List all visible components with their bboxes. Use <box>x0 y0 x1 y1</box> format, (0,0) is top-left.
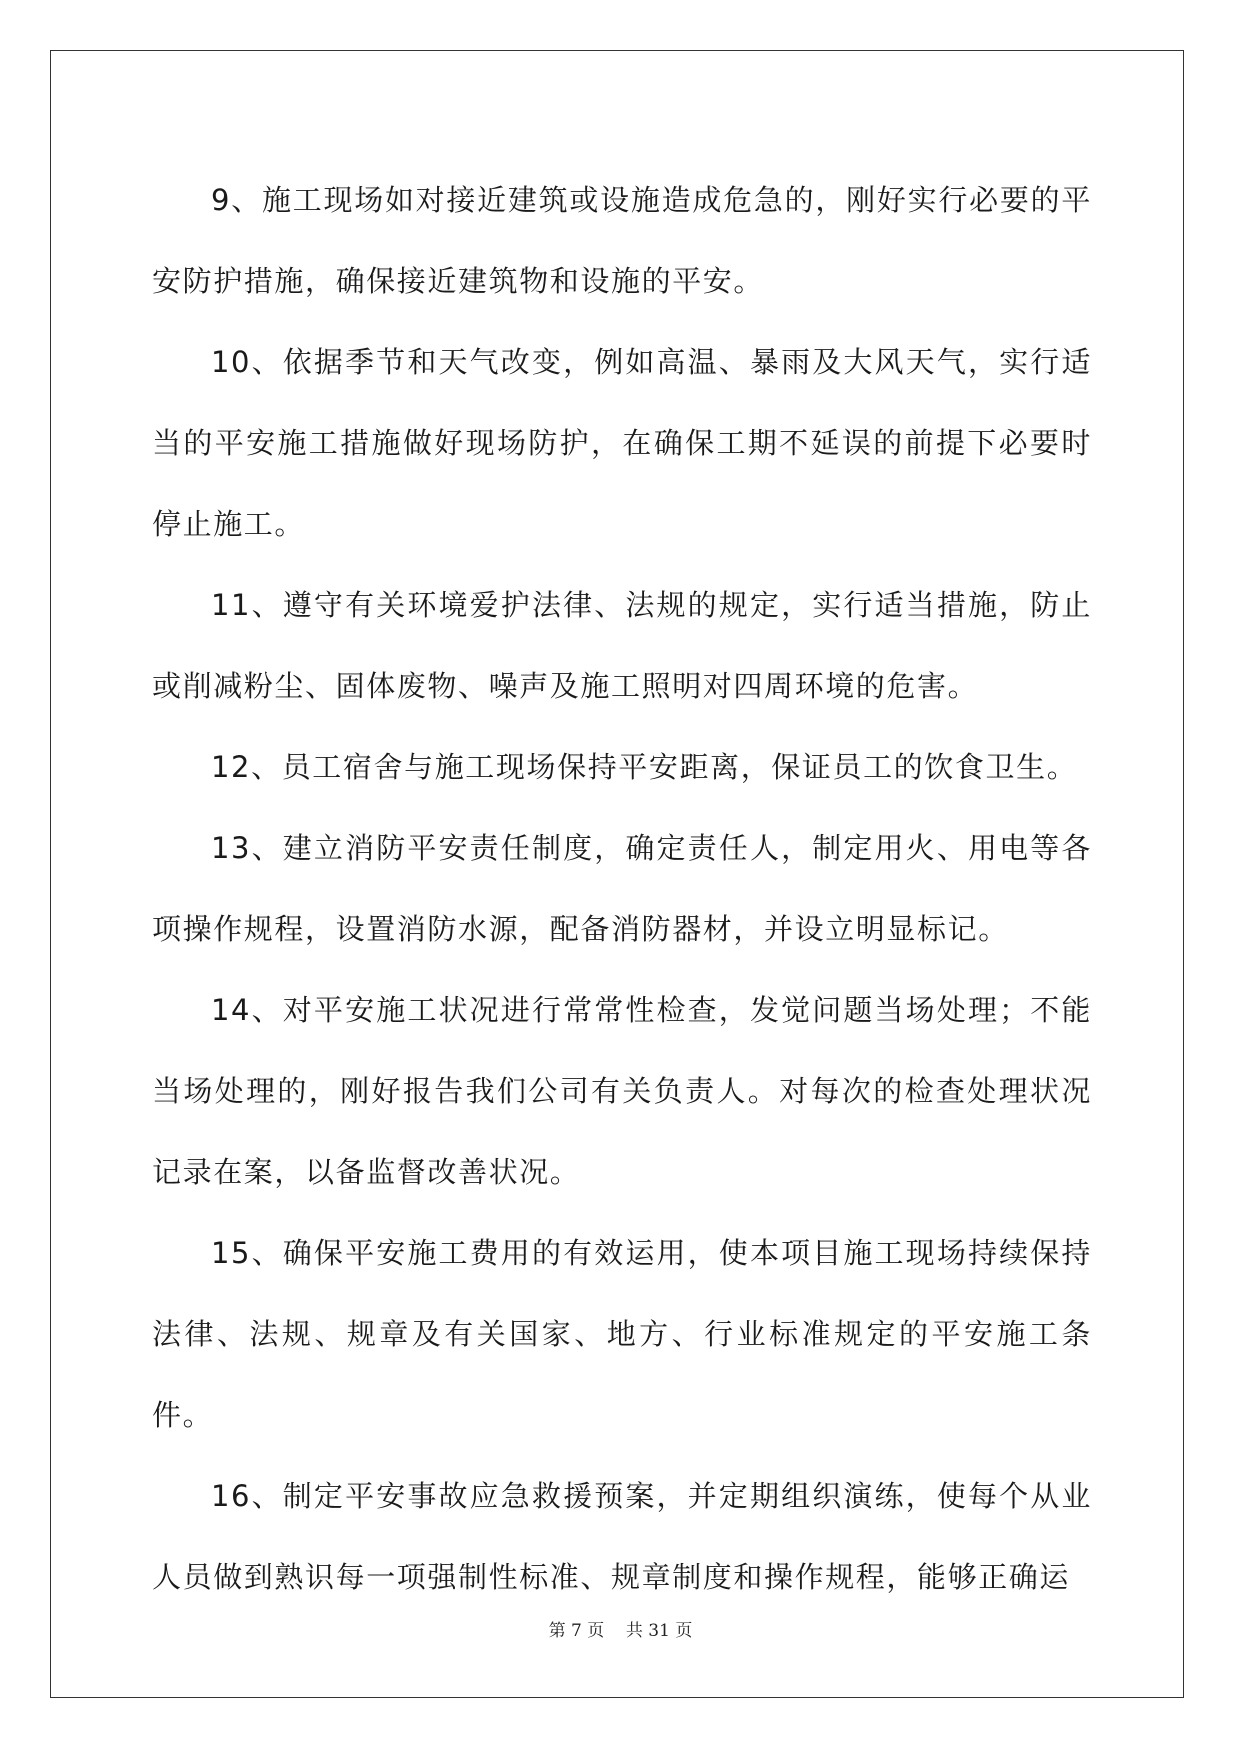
paragraph-13: 13、建立消防平安责任制度，确定责任人，制定用火、用电等各项操作规程，设置消防水源，配备消防器材，并设立明显标记。 <box>152 831 1092 946</box>
paragraph-14: 14、对平安施工状况进行常常性检查，发觉问题当场处理；不能当场处理的，刚好报告我们公司有关负责人。对每次的检查处理状况记录在案，以备监督改善状况。 <box>152 993 1092 1189</box>
paragraph-10: 10、依据季节和天气改变，例如高温、暴雨及大风天气，实行适当的平安施工措施做好现场防护，在确保工期不延误的前提下必要时停止施工。 <box>152 345 1092 541</box>
paragraph-9: 9、施工现场如对接近建筑或设施造成危急的，刚好实行必要的平安防护措施，确保接近建筑物和设施的平安。 <box>152 183 1092 298</box>
paragraph-12: 12、员工宿舍与施工现场保持平安距离，保证员工的饮食卫生。 <box>211 750 1078 784</box>
document-body <box>152 160 1092 1618</box>
paragraph-11: 11、遵守有关环境爱护法律、法规的规定，实行适当措施，防止或削减粉尘、固体废物、噪声及施工照明对四周环境的危害。 <box>152 588 1092 703</box>
paragraph-16: 16、制定平安事故应急救援预案，并定期组织演练，使每个从业人员做到熟识每一项强制性标准、规章制度和操作规程，能够正确运 <box>152 1479 1092 1594</box>
page-number-footer: 第 7 页 共 31 页 <box>548 1621 693 1641</box>
paragraph-15: 15、确保平安施工费用的有效运用，使本项目施工现场持续保持法律、法规、规章及有关国家、地方、行业标准规定的平安施工条件。 <box>152 1236 1092 1432</box>
